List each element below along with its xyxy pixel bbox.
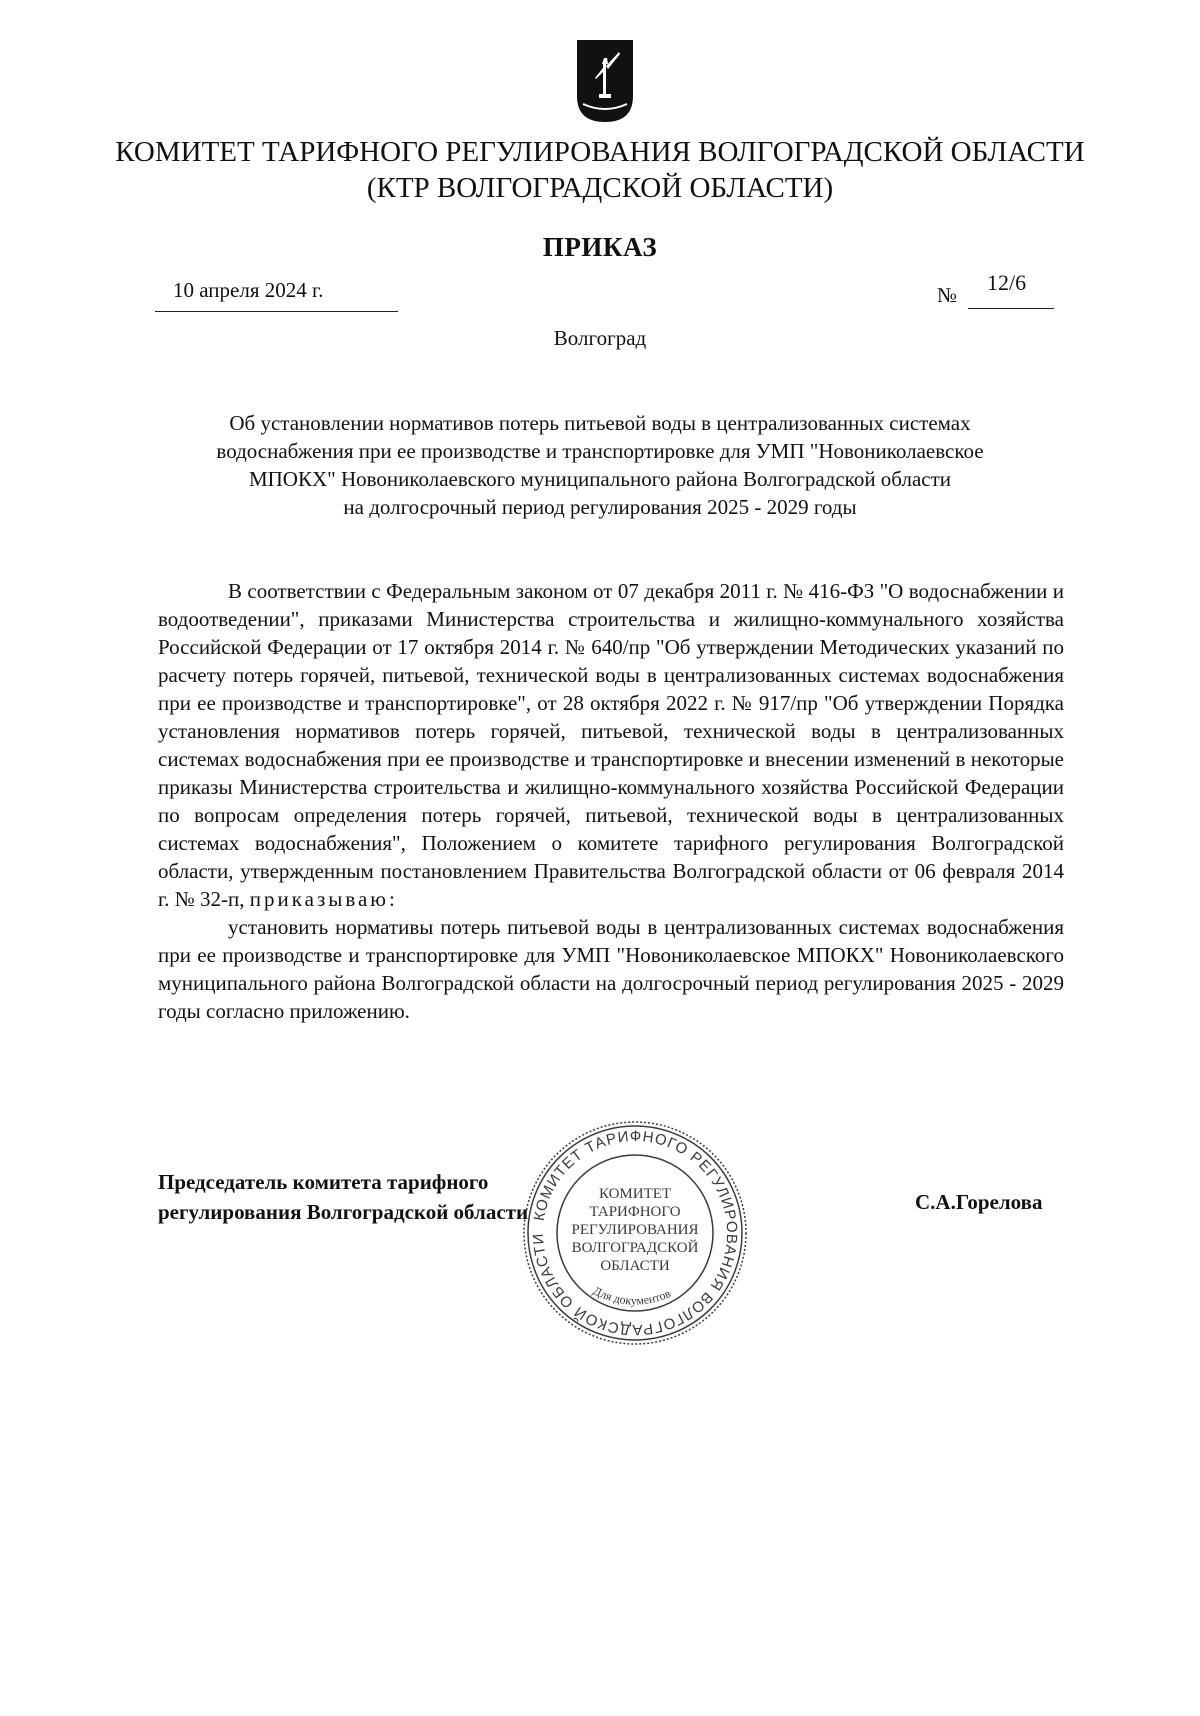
subject-line: Об установлении нормативов потерь питьевой воды в централизованных системах bbox=[229, 411, 971, 435]
order-word: приказываю: bbox=[249, 887, 398, 911]
body-paragraph-1 bbox=[158, 577, 1064, 913]
official-seal bbox=[520, 1118, 750, 1348]
seal-inner-line: ВОЛГОГРАДСКОЙ bbox=[571, 1240, 699, 1256]
organization-name-line1: КОМИТЕТ ТАРИФНОГО РЕГУЛИРОВАНИЯ ВОЛГОГРАДСКОЙ ОБЛАСТИ bbox=[115, 136, 1085, 168]
signatory-name: С.А.Горелова bbox=[915, 1190, 1043, 1214]
subject-line: водоснабжения при ее производстве и транспортировке для УМП "Новониколаевское bbox=[216, 439, 984, 463]
subject-line: МПОКХ" Новониколаевского муниципального района Волгоградской области bbox=[248, 467, 952, 491]
number-underline bbox=[968, 308, 1054, 309]
body-paragraph-1-text: В соответствии с Федеральным законом от 07 декабря 2011 г. № 416-ФЗ "О водоснабжении и водоотведении", приказами Министерства строительства и жилищно-коммунального хозяйства Российской Федерации от 17 октября 2014 г. № 640/пр "Об утверждении Методических указаний по расчету потерь горячей, питьевой, технической воды в централизованных системах водоснабжения при ее производстве и транспортировке", от 28 октября 2022 г. № 917/пр "Об утверждении Порядка установления нормативов потерь горячей, питьевой, технической воды в централизованных системах водоснабжения при ее производстве и транспортировке и внесении изменений в некоторые приказы Министерства строительства и жилищно-коммунального хозяйства Российской Федерации по вопросам определения потерь горячей, питьевой, технической воды в централизованных системах водоснабжения", Положением о комитете тарифного регулирования Волгоградской области, утвержденным постановлением Правительства Волгоградской области от 06 февраля 2014 г. № 32-п, bbox=[158, 579, 1064, 911]
document-body bbox=[158, 577, 1064, 1025]
number-sign: № bbox=[937, 283, 958, 307]
document-city: Волгоград bbox=[553, 326, 647, 350]
body-paragraph-2: установить нормативы потерь питьевой воды в централизованных системах водоснабжения при ее производстве и транспортировке для УМП "Новониколаевское МПОКХ" Новониколаевского муниципального района Волгоградской области на долгосрочный период регулирования 2025 - 2029 годы согласно приложению. bbox=[158, 915, 1064, 1023]
seal-inner-line: ОБЛАСТИ bbox=[600, 1258, 670, 1274]
signatory-position bbox=[158, 1167, 681, 1227]
organization-name bbox=[0, 134, 1200, 206]
seal-inner-line: ТАРИФНОГО bbox=[589, 1204, 681, 1220]
document-subject bbox=[150, 409, 1050, 521]
volgograd-coat-of-arms-icon bbox=[575, 38, 635, 124]
document-type: ПРИКАЗ bbox=[542, 232, 658, 262]
organization-name-line2: (КТР ВОЛГОГРАДСКОЙ ОБЛАСТИ) bbox=[366, 172, 834, 204]
seal-inner-line: РЕГУЛИРОВАНИЯ bbox=[571, 1222, 699, 1238]
subject-line: на долгосрочный период регулирования 2025 - 2029 годы bbox=[343, 495, 857, 519]
document-date-text: 10 апреля 2024 г. bbox=[173, 278, 324, 302]
seal-inner-line: КОМИТЕТ bbox=[598, 1186, 672, 1202]
number-value: 12/6 bbox=[987, 270, 1027, 295]
document-number bbox=[937, 270, 1057, 314]
document-date bbox=[155, 278, 395, 303]
signatory-position-line2: регулирования Волгоградской области bbox=[158, 1200, 529, 1224]
date-underline bbox=[155, 311, 398, 312]
seal-bottom-text: Для документов bbox=[590, 1283, 673, 1308]
seal-outer-text: КОМИТЕТ ТАРИФНОГО РЕГУЛИРОВАНИЯ ВОЛГОГРАДСКОЙ ОБЛАСТИ bbox=[529, 1127, 741, 1339]
signatory-position-line1: Председатель комитета тарифного bbox=[158, 1170, 489, 1194]
